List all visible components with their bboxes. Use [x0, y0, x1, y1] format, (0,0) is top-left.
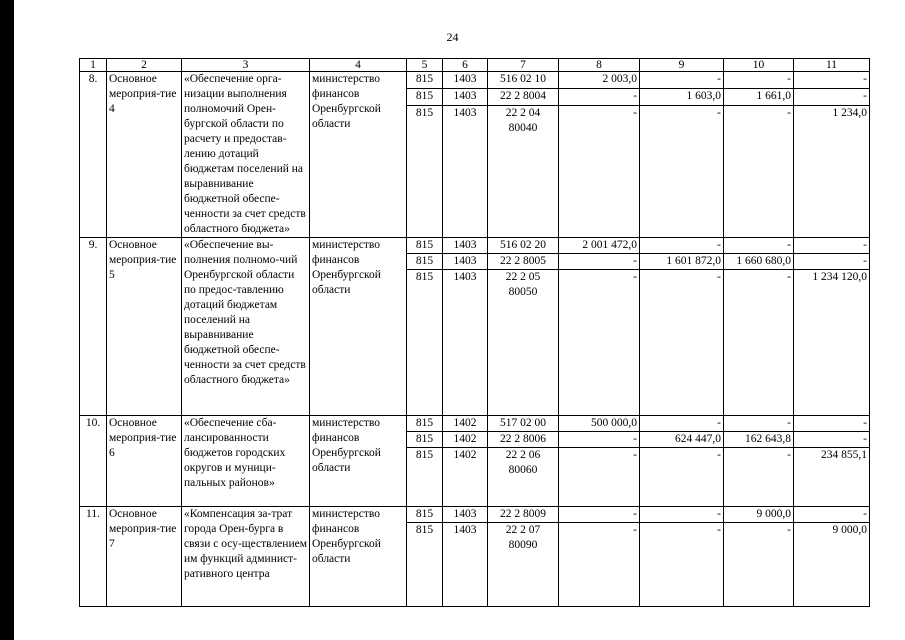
cell-c5: 815 — [407, 254, 443, 270]
responsible-org: министерство финансов Оренбургской области — [310, 416, 407, 507]
cell-c8: - — [559, 105, 640, 237]
cell-c10: 1 660 680,0 — [724, 254, 794, 270]
cell-c8: 500 000,0 — [559, 416, 640, 432]
cell-c6: 1403 — [443, 254, 488, 270]
responsible-org: министерство финансов Оренбургской области — [310, 72, 407, 238]
cell-c9: 1 603,0 — [640, 88, 724, 105]
cell-c10: - — [724, 448, 794, 507]
column-header: 4 — [310, 59, 407, 72]
cell-c5: 815 — [407, 507, 443, 523]
cell-c5: 815 — [407, 88, 443, 105]
cell-c6: 1402 — [443, 432, 488, 448]
cell-c7: 22 2 05 80050 — [488, 270, 559, 416]
cell-c8: - — [559, 88, 640, 105]
cell-c10: 9 000,0 — [724, 507, 794, 523]
cell-c11: 234 855,1 — [794, 448, 870, 507]
column-header: 1 — [80, 59, 107, 72]
cell-c9: - — [640, 238, 724, 254]
table-header — [80, 59, 870, 72]
cell-c9: 624 447,0 — [640, 432, 724, 448]
cell-c6: 1402 — [443, 448, 488, 507]
cell-c6: 1403 — [443, 523, 488, 607]
cell-c6: 1403 — [443, 238, 488, 254]
cell-c8: - — [559, 507, 640, 523]
cell-c5: 815 — [407, 432, 443, 448]
table-row — [80, 416, 870, 432]
cell-c9: - — [640, 448, 724, 507]
cell-c7: 516 02 10 — [488, 72, 559, 89]
column-header: 6 — [443, 59, 488, 72]
table-body — [80, 72, 870, 607]
row-number: 11. — [80, 507, 107, 607]
cell-c10: - — [724, 238, 794, 254]
table-row — [80, 238, 870, 254]
row-number: 10. — [80, 416, 107, 507]
event-type: Основное мероприя-тие 5 — [107, 238, 182, 416]
cell-c9: - — [640, 72, 724, 89]
cell-c9: - — [640, 416, 724, 432]
cell-c11: 1 234 120,0 — [794, 270, 870, 416]
cell-c5: 815 — [407, 523, 443, 607]
cell-c6: 1403 — [443, 105, 488, 237]
cell-c10: - — [724, 270, 794, 416]
event-type: Основное мероприя-тие 6 — [107, 416, 182, 507]
event-type: Основное мероприя-тие 4 — [107, 72, 182, 238]
cell-c7: 517 02 00 — [488, 416, 559, 432]
table-row — [80, 72, 870, 89]
cell-c5: 815 — [407, 416, 443, 432]
row-number: 9. — [80, 238, 107, 416]
event-description: «Обеспечение вы-полнения полномо-чий Оренбургской области по предос-тавлению дотаций бюджетам поселений на выравнивание бюджетной обеспе-ченности за счет средств областного бюджета» — [182, 238, 310, 416]
cell-c8: 2 001 472,0 — [559, 238, 640, 254]
cell-c7: 516 02 20 — [488, 238, 559, 254]
cell-c10: 162 643,8 — [724, 432, 794, 448]
cell-c6: 1403 — [443, 507, 488, 523]
cell-c7: 22 2 8005 — [488, 254, 559, 270]
cell-c7: 22 2 07 80090 — [488, 523, 559, 607]
column-header: 10 — [724, 59, 794, 72]
cell-c6: 1402 — [443, 416, 488, 432]
table-row — [80, 507, 870, 523]
cell-c7: 22 2 8006 — [488, 432, 559, 448]
cell-c10: - — [724, 72, 794, 89]
cell-c7: 22 2 8009 — [488, 507, 559, 523]
cell-c5: 815 — [407, 72, 443, 89]
budget-table — [79, 58, 870, 607]
cell-c9: - — [640, 270, 724, 416]
column-header: 5 — [407, 59, 443, 72]
cell-c11: - — [794, 238, 870, 254]
cell-c5: 815 — [407, 448, 443, 507]
row-number: 8. — [80, 72, 107, 238]
cell-c6: 1403 — [443, 88, 488, 105]
cell-c11: 9 000,0 — [794, 523, 870, 607]
column-header: 8 — [559, 59, 640, 72]
cell-c10: - — [724, 416, 794, 432]
cell-c5: 815 — [407, 105, 443, 237]
column-header: 11 — [794, 59, 870, 72]
column-header: 3 — [182, 59, 310, 72]
cell-c9: 1 601 872,0 — [640, 254, 724, 270]
cell-c10: 1 661,0 — [724, 88, 794, 105]
cell-c11: - — [794, 88, 870, 105]
cell-c9: - — [640, 523, 724, 607]
header-row — [80, 59, 870, 72]
cell-c8: - — [559, 254, 640, 270]
cell-c11: - — [794, 432, 870, 448]
column-header: 2 — [107, 59, 182, 72]
scan-edge-bar — [0, 0, 14, 640]
cell-c8: - — [559, 523, 640, 607]
event-description: «Обеспечение сба-лансированности бюджетов городских округов и муници-пальных районов» — [182, 416, 310, 507]
responsible-org: министерство финансов Оренбургской области — [310, 238, 407, 416]
cell-c11: - — [794, 507, 870, 523]
cell-c8: 2 003,0 — [559, 72, 640, 89]
cell-c11: - — [794, 254, 870, 270]
column-header: 9 — [640, 59, 724, 72]
cell-c7: 22 2 04 80040 — [488, 105, 559, 237]
cell-c6: 1403 — [443, 72, 488, 89]
column-header: 7 — [488, 59, 559, 72]
cell-c7: 22 2 06 80060 — [488, 448, 559, 507]
cell-c5: 815 — [407, 270, 443, 416]
cell-c6: 1403 — [443, 270, 488, 416]
responsible-org: министерство финансов Оренбургской области — [310, 507, 407, 607]
cell-c8: - — [559, 448, 640, 507]
cell-c11: - — [794, 416, 870, 432]
event-description: «Обеспечение орга-низации выполнения полномочий Орен-бургской области по расчету и предостав-лению дотаций бюджетам поселений на выравнивание бюджетной обеспе-ченности за счет средств областного бюджета» — [182, 72, 310, 238]
cell-c10: - — [724, 105, 794, 237]
cell-c8: - — [559, 270, 640, 416]
cell-c9: - — [640, 507, 724, 523]
cell-c11: 1 234,0 — [794, 105, 870, 237]
event-description: «Компенсация за-трат города Орен-бурга в связи с осу-ществлением им функций админист-ративного центра — [182, 507, 310, 607]
cell-c10: - — [724, 523, 794, 607]
cell-c5: 815 — [407, 238, 443, 254]
event-type: Основное мероприя-тие 7 — [107, 507, 182, 607]
page-number: 24 — [446, 30, 459, 44]
cell-c7: 22 2 8004 — [488, 88, 559, 105]
cell-c11: - — [794, 72, 870, 89]
cell-c8: - — [559, 432, 640, 448]
cell-c9: - — [640, 105, 724, 237]
